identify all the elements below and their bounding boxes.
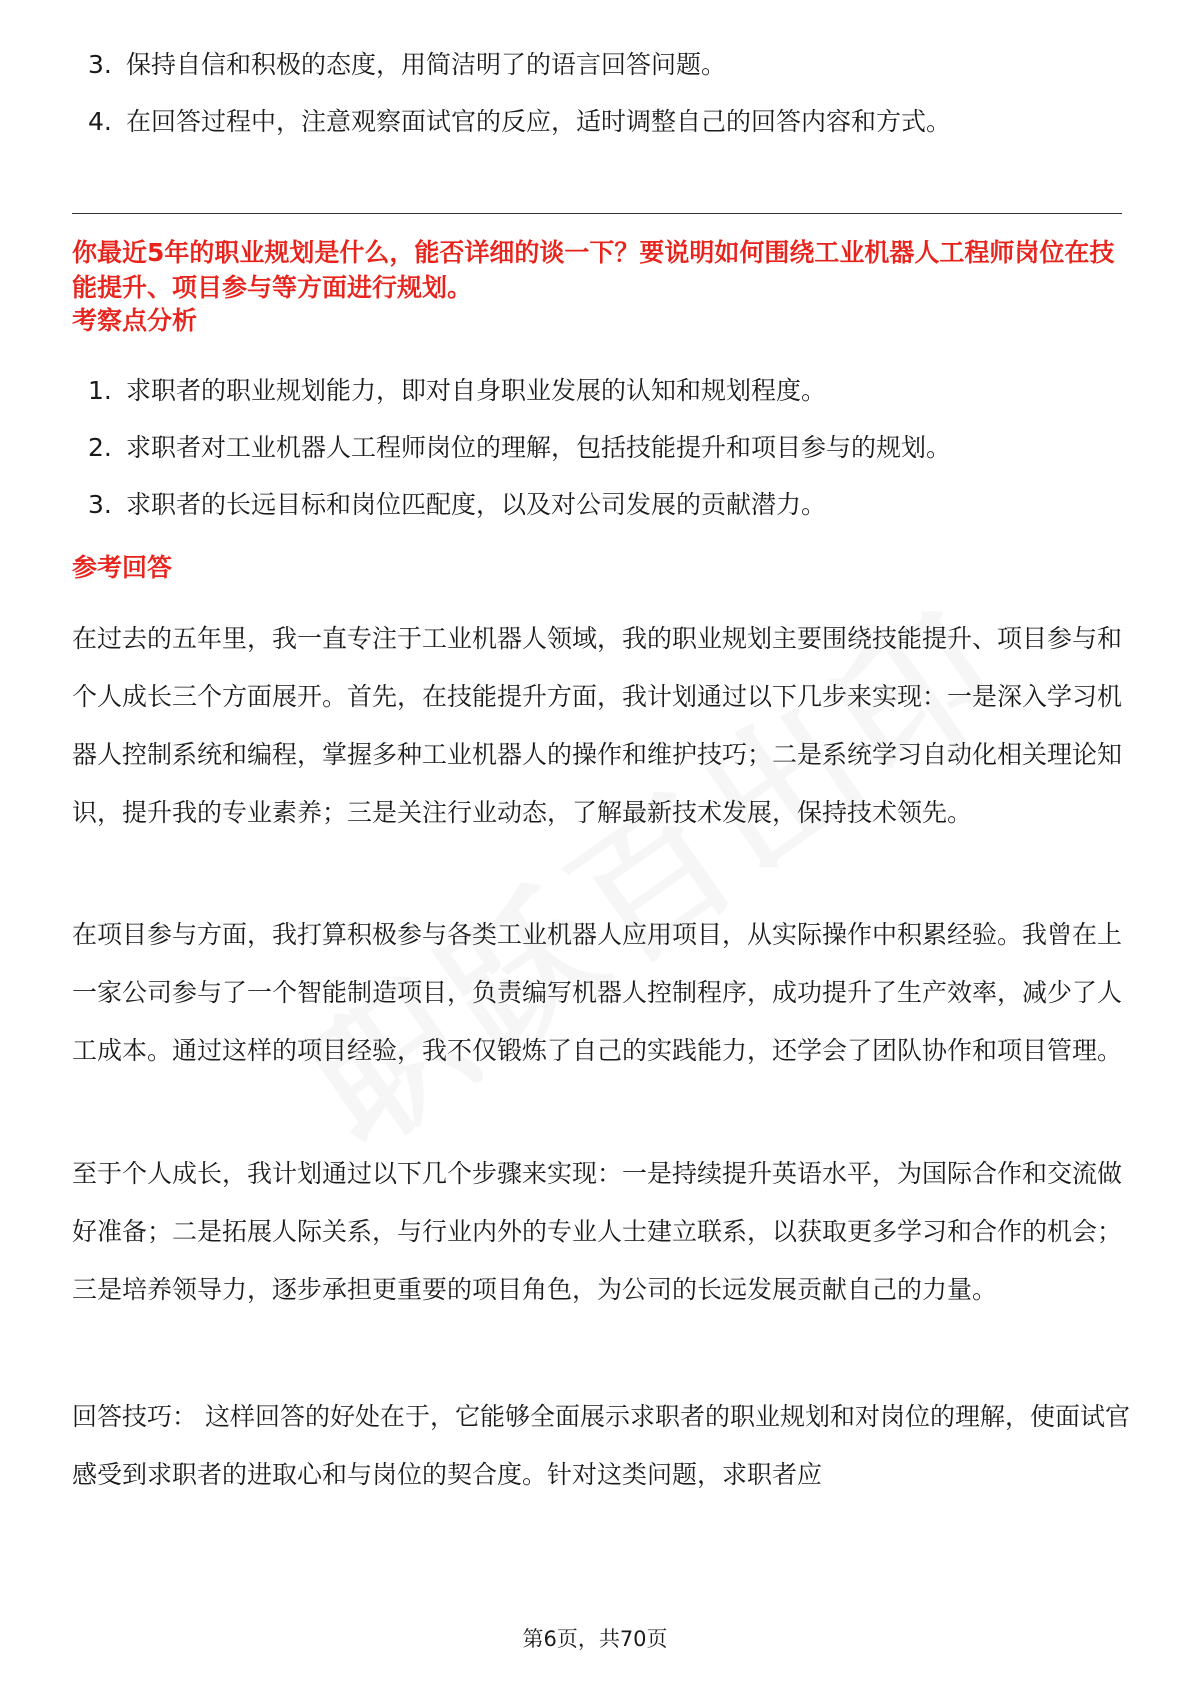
answer-heading: 参考回答 <box>72 553 173 582</box>
list-text: 求职者的长远目标和岗位匹配度，以及对公司发展的贡献潜力。 <box>126 490 827 519</box>
list-number: 3. <box>88 50 112 79</box>
list-item <box>88 431 1128 465</box>
analysis-list <box>88 374 1128 545</box>
list-text: 求职者对工业机器人工程师岗位的理解，包括技能提升和项目参与的规划。 <box>126 433 952 462</box>
paragraph-text: 至于个人成长，我计划通过以下几个步骤来实现：一是持续提升英语水平，为国际合作和交流做好准备；二是拓展人际关系，与行业内外的专业人士建立联系，以获取更多学习和合作的机会；三是培养领导力，逐步承担更重要的项目角色，为公司的长远发展贡献自己的力量。 <box>72 1159 1123 1304</box>
analysis-heading: 考察点分析 <box>72 306 198 335</box>
previous-list <box>88 48 1128 162</box>
tips-paragraph <box>72 1388 1130 1504</box>
list-item <box>88 48 1128 82</box>
list-item <box>88 105 1128 139</box>
answer-paragraph <box>72 906 1130 1080</box>
list-number: 3. <box>88 490 112 519</box>
list-number: 4. <box>88 107 112 136</box>
paragraph-text: 回答技巧： 这样回答的好处在于，它能够全面展示求职者的职业规划和对岗位的理解，使面试官感受到求职者的进取心和与岗位的契合度。针对这类问题，求职者应 <box>72 1402 1130 1489</box>
list-number: 1. <box>88 376 112 405</box>
list-number: 2. <box>88 433 112 462</box>
interview-question: 你最近5年的职业规划是什么，能否详细的谈一下？要说明如何围绕工业机器人工程师岗位在技能提升、项目参与等方面进行规划。 <box>72 238 1115 302</box>
list-text: 保持自信和积极的态度，用简洁明了的语言回答问题。 <box>126 50 727 79</box>
answer-paragraph <box>72 610 1130 842</box>
paragraph-text: 在项目参与方面，我打算积极参与各类工业机器人应用项目，从实际操作中积累经验。我曾在上一家公司参与了一个智能制造项目，负责编写机器人控制程序，成功提升了生产效率，减少了人工成本。通过这样的项目经验，我不仅锻炼了自己的实践能力，还学会了团队协作和项目管理。 <box>72 920 1123 1065</box>
list-text: 求职者的职业规划能力，即对自身职业发展的认知和规划程度。 <box>126 376 827 405</box>
section-divider <box>72 213 1122 214</box>
list-item <box>88 374 1128 408</box>
list-item <box>88 488 1128 522</box>
paragraph-text: 在过去的五年里，我一直专注于工业机器人领域，我的职业规划主要围绕技能提升、项目参与和个人成长三个方面展开。首先，在技能提升方面，我计划通过以下几步来实现：一是深入学习机器人控制系统和编程，掌握多种工业机器人的操作和维护技巧；二是系统学习自动化相关理论知识，提升我的专业素养；三是关注行业动态，了解最新技术发展，保持技术领先。 <box>72 624 1123 827</box>
answer-paragraph <box>72 1145 1130 1319</box>
list-text: 在回答过程中，注意观察面试官的反应，适时调整自己的回答内容和方式。 <box>126 107 952 136</box>
page-footer: 第6页，共70页 <box>522 1627 668 1651</box>
